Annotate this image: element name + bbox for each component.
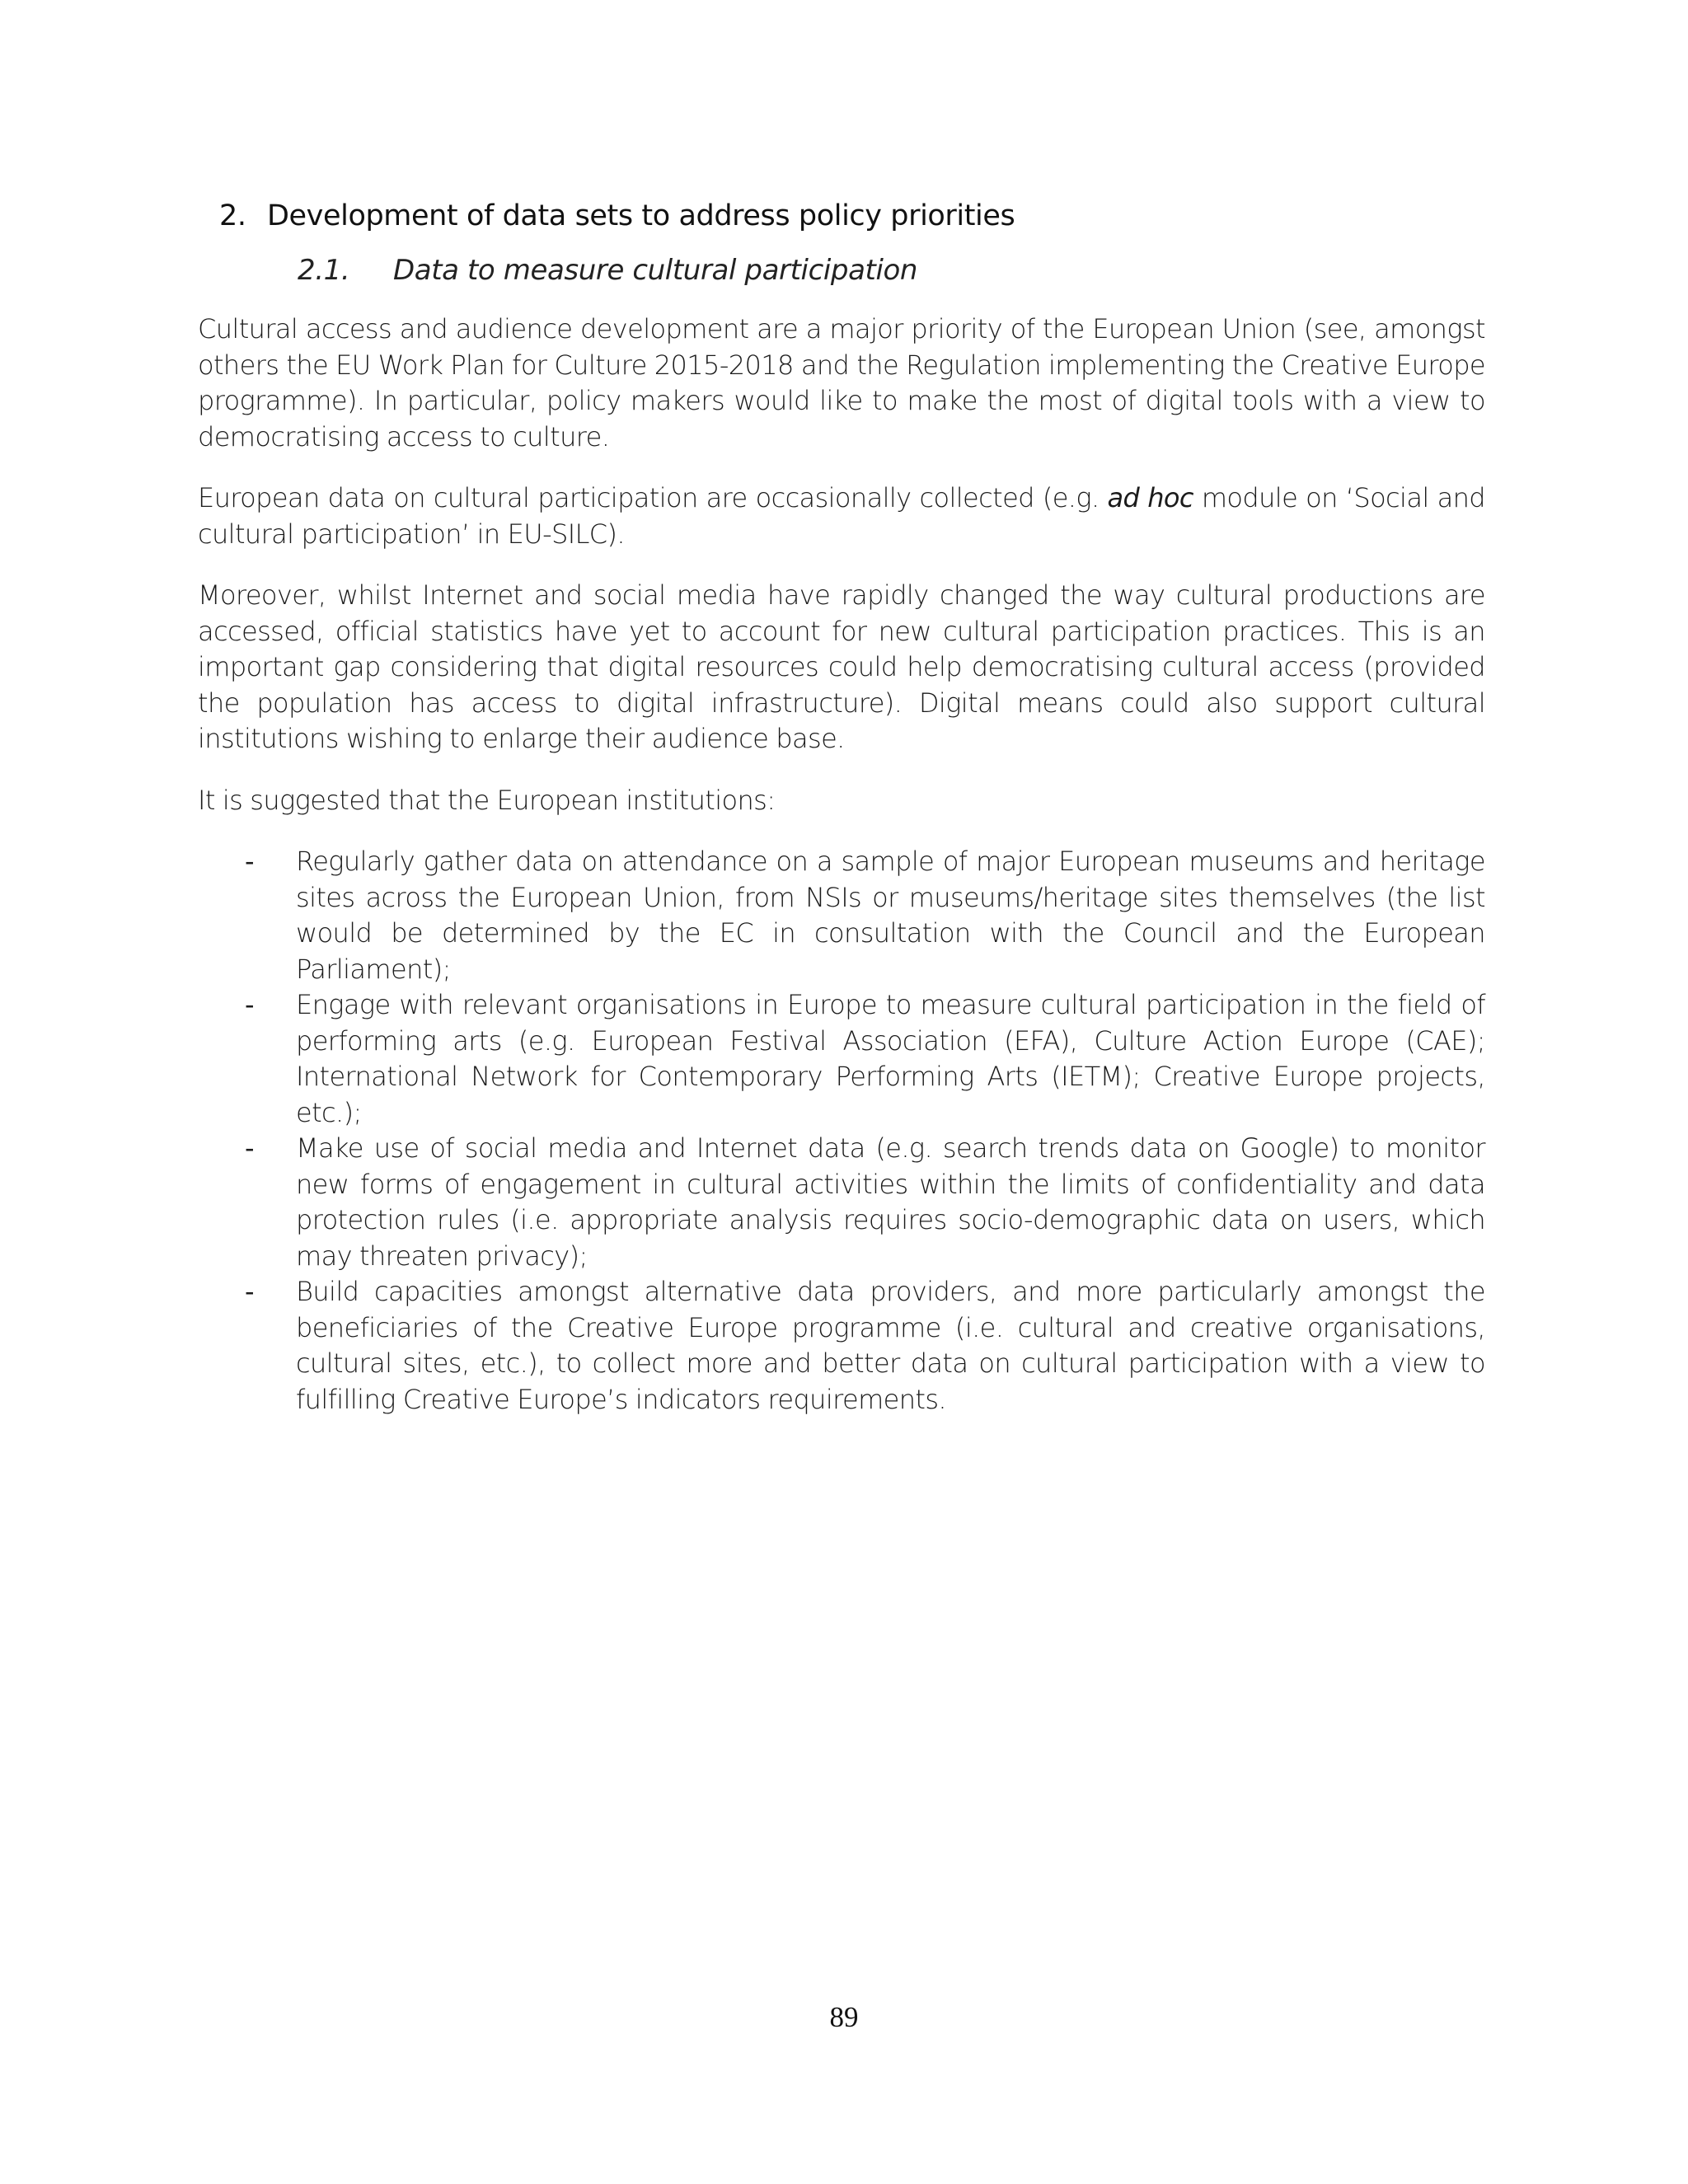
bullet-dash: - [245,846,254,877]
list-item [198,987,1485,1131]
page-content [198,198,1485,1418]
paragraph-suggestion-intro: It is suggested that the European institutions: [198,784,776,816]
section-title: Development of data sets to address policy priorities [267,199,1015,232]
list-item [198,1131,1485,1274]
list-item-text: Build capacities amongst alternative data providers, and more particularly amongst the beneficiaries of the Creative Europe programme (i.e. cultural and creative organisations, cultural sites, etc.), to collect more and better data on cultural participation with a view to fulfilling Creative Europe’s indicators requirements. [296,1276,1485,1415]
bullet-dash: - [245,1276,254,1307]
list-item-text: Regularly gather data on attendance on a sample of major European museums and heritage sites across the European Union, from NSIs or museums/heritage sites themselves (the list would be determined by the EC in consultation with the Council and the European Parliament); [296,846,1485,985]
paragraph-european-data-end: module on ‘Social and cultural participation’ in EU-SILC). [198,482,1485,550]
section-heading [219,198,1485,234]
list-item-text: Make use of social media and Internet data (e.g. search trends data on Google) to monitor new forms of engagement in cultural activities within the limits of confidentiality and data protection rules (i.e. appropriate analysis requires socio-demographic data on users, which may threaten privacy); [296,1132,1485,1272]
subsection-heading [298,252,1485,288]
subsection-title: Data to measure cultural participation [393,254,918,287]
recommendations-list [198,844,1485,1418]
page-number: 89 [829,2001,859,2033]
list-item [198,1274,1485,1418]
paragraph-european-data [198,480,1485,552]
section-number: 2. [219,199,246,232]
subsection-number: 2.1. [298,254,350,287]
list-item-text: Engage with relevant organisations in Europe to measure cultural participation in the field of performing arts (e.g. European Festival Association (EFA), Culture Action Europe (CAE); International Network for Contemporary Performing Arts (IETM); Creative Europe projects, etc.); [296,989,1485,1128]
list-item [198,844,1485,987]
paragraph-cultural-access: Cultural access and audience development are a major priority of the European Union (see, amongst others the EU Work Plan for Culture 2015-2018 and the Regulation implementing the Creative Europe programme). In particular, policy makers would like to make the most of digital tools with a view to democratising access to culture. [198,313,1486,452]
paragraph-digital-participation: Moreover, whilst Internet and social media have rapidly changed the way cultural productions are accessed, official statistics have yet to account for new cultural participation practices. This is an important gap considering that digital resources could help democratising cultural access (provided the population has access to digital infrastructure). Digital means could also support cultural institutions wishing to enlarge their audience base. [198,579,1485,754]
ad-hoc-italic: ad hoc [1107,482,1193,513]
bullet-dash: - [245,989,254,1020]
paragraph-european-data-start: European data on cultural participation are occasionally collected (e.g. [198,482,1108,513]
bullet-dash: - [245,1132,254,1164]
